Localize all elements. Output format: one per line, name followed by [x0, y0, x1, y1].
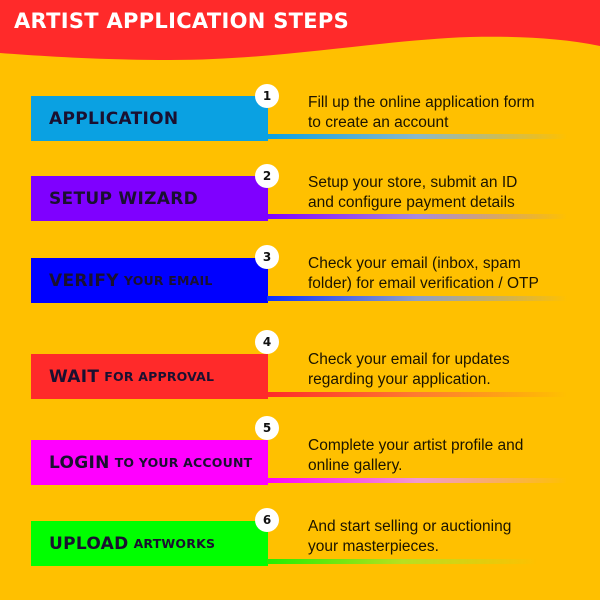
step-title-main: WAIT	[49, 366, 100, 387]
step-login-account	[0, 416, 600, 476]
step-description: Check your email (inbox, spam folder) for email verification / OTP	[308, 255, 539, 292]
step-description: Complete your artist profile and online gallery.	[308, 437, 524, 474]
step-underline	[267, 478, 567, 483]
step-description: Fill up the online application form to create an account	[308, 94, 535, 131]
step-setup-wizard	[0, 164, 600, 224]
step-underline	[267, 559, 567, 564]
step-underline	[267, 214, 567, 219]
step-wait-approval	[0, 330, 600, 390]
step-description: And start selling or auctioning your masterpieces.	[308, 518, 512, 555]
step-title-sub: YOUR EMAIL	[123, 273, 213, 288]
step-title-main: LOGIN	[49, 452, 110, 473]
step-number-badge: 4	[255, 330, 279, 354]
step-label-box	[31, 354, 268, 399]
step-label-box	[31, 440, 268, 485]
step-underline	[267, 134, 567, 139]
step-title-main: SETUP WIZARD	[49, 188, 198, 209]
step-label-box	[31, 176, 268, 221]
page-title: ARTIST APPLICATION STEPS	[14, 9, 350, 33]
header-banner	[0, 0, 600, 70]
step-upload-artworks	[0, 508, 600, 568]
step-label-box	[31, 258, 268, 303]
step-number-badge: 1	[255, 84, 279, 108]
step-title-sub: TO YOUR ACCOUNT	[114, 455, 253, 470]
step-title-main: UPLOAD	[49, 533, 129, 554]
step-description: Check your email for updates regarding your application.	[308, 351, 510, 388]
step-label-box	[31, 521, 268, 566]
step-application	[0, 84, 600, 144]
step-number-badge: 2	[255, 164, 279, 188]
step-number-badge: 6	[255, 508, 279, 532]
step-title-sub: ARTWORKS	[133, 536, 216, 551]
step-title-main: VERIFY	[49, 270, 119, 291]
step-description: Setup your store, submit an ID and configure payment details	[308, 174, 518, 211]
step-label-box	[31, 96, 268, 141]
step-underline	[267, 392, 567, 397]
step-title-main: APPLICATION	[49, 108, 179, 129]
step-number-badge: 3	[255, 245, 279, 269]
step-number-badge: 5	[255, 416, 279, 440]
step-title-sub: FOR APPROVAL	[104, 369, 215, 384]
step-underline	[267, 296, 567, 301]
step-verify-email	[0, 245, 600, 305]
